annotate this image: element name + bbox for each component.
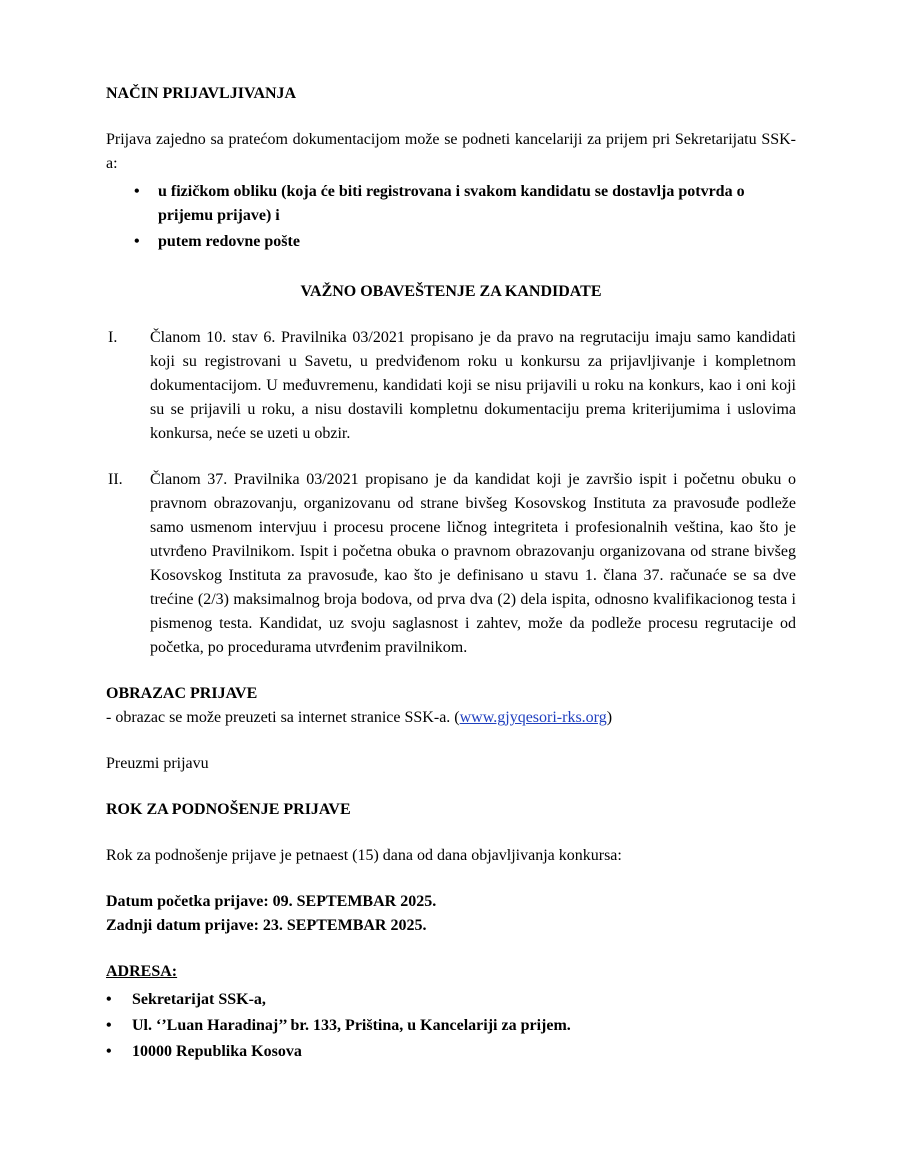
- start-date: Datum početka prijave: 09. SEPTEMBAR 2025.: [106, 893, 437, 910]
- nacin-bullet-list: [106, 180, 796, 254]
- section-title-obrazac: OBRAZAC PRIJAVE: [106, 685, 258, 702]
- obrazac-text-after: ): [606, 709, 613, 726]
- bullet-text: u fizičkom obliku (koja će biti registrovana i svakom kandidatu se dostavlja potvrda o prijemu prijave) i: [158, 183, 745, 224]
- list-item: [106, 988, 796, 1012]
- address-line: 10000 Republika Kosova: [132, 1043, 302, 1060]
- notice-item-2: [106, 468, 796, 660]
- obrazac-text-before: - obrazac se može preuzeti sa internet stranice SSK-a. (: [106, 709, 460, 726]
- list-item: [106, 230, 796, 254]
- list-item: [106, 180, 796, 228]
- document-page: [106, 82, 796, 1066]
- bullet-icon: •: [106, 1043, 112, 1060]
- obrazac-text: [106, 706, 796, 730]
- section-title-nacin: NAČIN PRIJAVLJIVANJA: [106, 85, 297, 102]
- section-title-rok: ROK ZA PODNOŠENJE PRIJAVE: [106, 801, 351, 818]
- rok-text: Rok za podnošenje prijave je petnaest (15) dana od dana objavljivanja konkursa:: [106, 847, 622, 864]
- download-application-link[interactable]: Preuzmi prijavu: [106, 755, 209, 772]
- bullet-icon: •: [106, 991, 112, 1008]
- section-title-adresa: ADRESA:: [106, 963, 178, 980]
- end-date: Zadnji datum prijave: 23. SEPTEMBAR 2025.: [106, 917, 427, 934]
- roman-numeral: I.: [108, 329, 118, 346]
- nacin-intro: Prijava zajedno sa pratećom dokumentacijom može se podneti kancelariji za prijem pri Sekretarijatu SSK-a:: [106, 131, 796, 172]
- notice-text: Članom 37. Pravilnika 03/2021 propisano je da kandidat koji je završio ispit i početnu obuku o pravnom obrazovanju, organizovanu od strane bivšeg Kosovskog Instituta za pravosuđe podleže samo usmenom intervjuu i procesu procene ličnog integriteta i profesionalnih veština, kao što je utvrđeno Pravilnikom. Ispit i početna obuka o pravnom obrazovanju organizovana od strane bivšeg Kosovskog Instituta za pravosuđe, kao što je definisano u stavu 1. člana 37. računaće se sa dve trećine (2/3) maksimalnog broja bodova, od prva dva (2) dela ispita, odnosno kvalifikacionog testa i pismenog testa. Kandidat, uz svoju saglasnost i zahtev, može da podleže procesu regrutacije od početka, po procedurama utvrđenim pravilnikom.: [150, 471, 796, 656]
- section-title-vazno: VAŽNO OBAVEŠTENJE ZA KANDIDATE: [300, 283, 602, 300]
- roman-numeral: II.: [108, 471, 123, 488]
- notice-text: Članom 10. stav 6. Pravilnika 03/2021 propisano je da pravo na regrutaciju imaju samo kandidati koji su registrovani u Savetu, u predviđenom roku u konkursu za prijavljivanje i kompletnom dokumentacijom. U međuvremenu, kandidati koji se nisu prijavili u roku na konkurs, kao i oni koji su se prijavili u roku, a nisu dostavili kompletnu dokumentaciju prema kriterijumima i uslovima konkursa, neće se uzeti u obzir.: [150, 329, 796, 442]
- list-item: [106, 1014, 796, 1038]
- address-line: Sekretarijat SSK-a,: [132, 991, 266, 1008]
- notice-item-1: [106, 326, 796, 446]
- bullet-icon: •: [106, 1017, 112, 1034]
- address-list: [106, 988, 796, 1064]
- list-item: [106, 1040, 796, 1064]
- bullet-text: putem redovne pošte: [158, 233, 300, 250]
- bullet-icon: •: [134, 233, 140, 250]
- bullet-icon: •: [134, 183, 140, 200]
- website-link[interactable]: www.gjyqesori-rks.org: [459, 709, 607, 726]
- address-line: Ul. ‘’Luan Haradinaj’’ br. 133, Priština, u Kancelariji za prijem.: [132, 1017, 571, 1034]
